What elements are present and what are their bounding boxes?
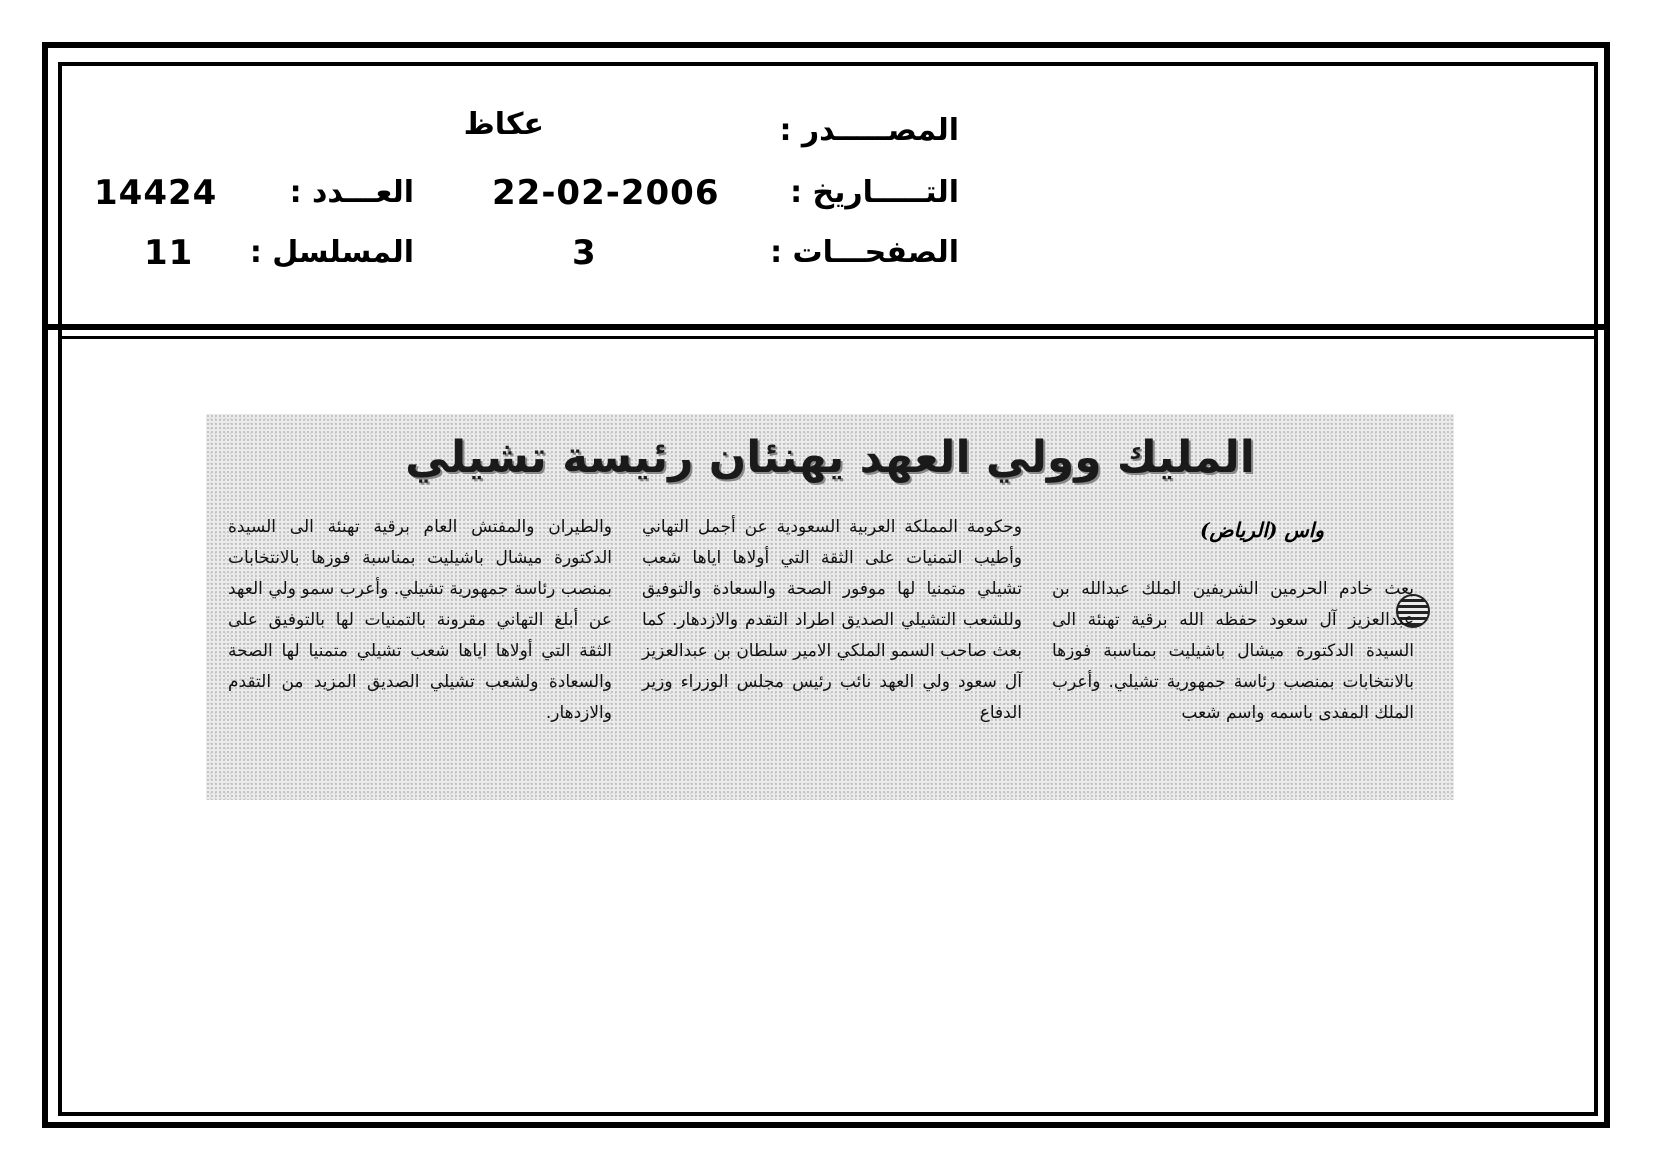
article-headline: المليك وولي العهد يهنئان رئيسة تشيلي: [405, 432, 1255, 483]
date-value: 22-02-2006: [492, 173, 720, 213]
article-column-right: [1052, 574, 1436, 729]
pages-label: الصفحـــات :: [770, 235, 959, 270]
newspaper-clipping: [206, 414, 1454, 800]
issue-label: العـــدد :: [289, 175, 414, 210]
article-column-left: [228, 512, 612, 729]
issue-value: 14424: [94, 173, 218, 213]
header-divider-inner: [58, 336, 1598, 339]
article-column-middle: [642, 512, 1022, 729]
serial-label: المسلسل :: [249, 235, 414, 270]
source-label: المصـــــدر :: [779, 113, 959, 148]
date-label: التـــــاريخ :: [790, 175, 959, 210]
article-text-left: والطيران والمفتش العام برقية تهنئة الى السيدة الدكتورة ميشال باشيليت بمناسبة فوزها بالانتخابات بمنصب رئاسة جمهورية تشيلي. وأعرب سمو ولي العهد عن أبلغ التهاني مقرونة بالتمنيات لها بالتوفيق على الثقة التي أولاها اياها شعب تشيلي متمنيا لها الصحة والسعادة ولشعب تشيلي الصديق المزيد من التقدم والازدهار.: [228, 517, 612, 723]
article-text-middle: وحكومة المملكة العربية السعودية عن أجمل التهاني وأطيب التمنيات على الثقة التي أولاها اياها شعب تشيلي متمنيا لها موفور الصحة والسعادة والتوفيق وللشعب التشيلي الصديق اطراد التقدم والازدهار. كما بعث صاحب السمو الملكي الامير سلطان بن عبدالعزيز آل سعود ولي العهد نائب رئيس مجلس الوزراء وزير الدفاع: [642, 517, 1022, 723]
serial-value: 11: [144, 233, 194, 273]
source-value: عكاظ: [463, 107, 544, 142]
article-text-right: بعث خادم الحرمين الشريفين الملك عبدالله بن عبدالعزيز آل سعود حفظه الله برقية تهنئة الى السيدة الدكتورة ميشال باشيليت بمناسبة فوزها بالانتخابات بمنصب رئاسة جمهورية تشيلي. وأعرب الملك المفدى باسمه واسم شعب: [1052, 579, 1414, 723]
header-divider: [42, 324, 1610, 330]
pages-value: 3: [572, 233, 597, 273]
article-byline: واس (الرياض): [1199, 518, 1324, 542]
